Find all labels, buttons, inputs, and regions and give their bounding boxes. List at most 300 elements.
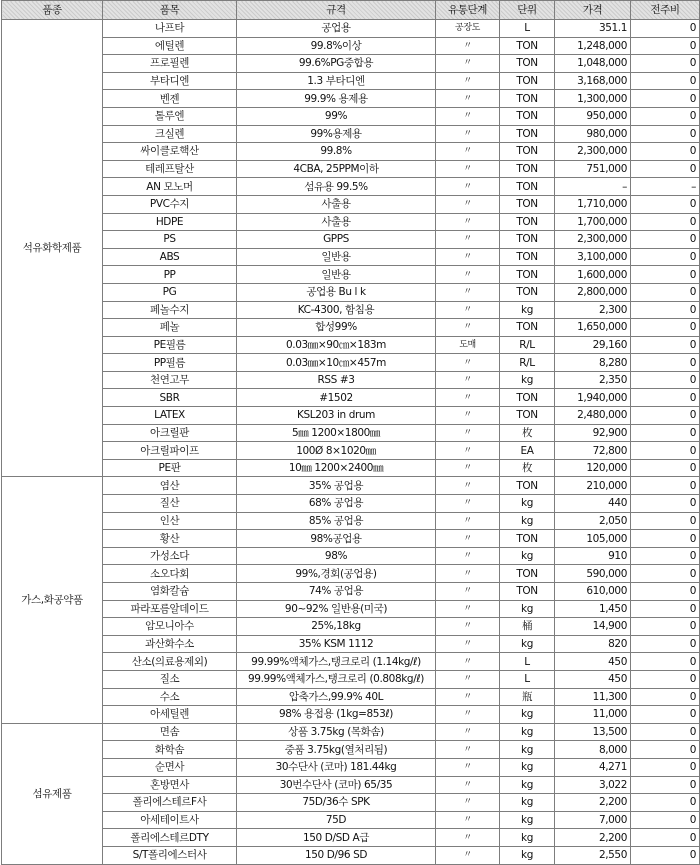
stage-cell: 〃	[436, 72, 500, 90]
item-cell: 부타디엔	[103, 72, 237, 90]
weekly-change-cell: 0	[631, 670, 700, 688]
table-row	[2, 107, 700, 125]
stage-cell: 〃	[436, 512, 500, 530]
item-cell: 에틸렌	[103, 37, 237, 55]
spec-cell: 중품 3.75kg(열처리됨)	[237, 741, 436, 759]
spec-cell: 98%	[237, 547, 436, 565]
stage-cell: 〃	[436, 248, 500, 266]
unit-cell: TON	[500, 107, 555, 125]
spec-cell: 1.3 부타디엔	[237, 72, 436, 90]
spec-cell: 0.03㎜×10㎝×457m	[237, 354, 436, 372]
unit-cell: TON	[500, 565, 555, 583]
table-row	[2, 266, 700, 284]
header-stage: 유통단계	[436, 1, 500, 20]
unit-cell: kg	[500, 706, 555, 724]
stage-cell: 〃	[436, 407, 500, 425]
price-cell: 751,000	[555, 160, 631, 178]
stage-cell: 공장도	[436, 20, 500, 38]
category-cell: 석유화학제품	[2, 20, 103, 477]
price-cell: –	[555, 178, 631, 196]
price-cell: 1,650,000	[555, 319, 631, 337]
item-cell: HDPE	[103, 213, 237, 231]
price-cell: 120,000	[555, 459, 631, 477]
price-cell: 2,350	[555, 371, 631, 389]
stage-cell: 〃	[436, 213, 500, 231]
unit-cell: TON	[500, 55, 555, 73]
price-cell: 980,000	[555, 125, 631, 143]
table-row	[2, 283, 700, 301]
spec-cell: 일반용	[237, 266, 436, 284]
table-row	[2, 178, 700, 196]
unit-cell: L	[500, 670, 555, 688]
unit-cell: TON	[500, 37, 555, 55]
spec-cell: 99.8%	[237, 143, 436, 161]
header-weekly-change: 전주비	[631, 1, 700, 20]
unit-cell: EA	[500, 442, 555, 460]
table-row	[2, 495, 700, 513]
stage-cell: 〃	[436, 565, 500, 583]
spec-cell: 99%용제용	[237, 125, 436, 143]
weekly-change-cell: 0	[631, 706, 700, 724]
table-row	[2, 371, 700, 389]
stage-cell: 〃	[436, 741, 500, 759]
item-cell: 페놀수지	[103, 301, 237, 319]
weekly-change-cell: 0	[631, 371, 700, 389]
unit-cell: TON	[500, 213, 555, 231]
price-cell: 2,480,000	[555, 407, 631, 425]
spec-cell: 일반용	[237, 248, 436, 266]
price-cell: 14,900	[555, 618, 631, 636]
stage-cell: 〃	[436, 794, 500, 812]
weekly-change-cell: 0	[631, 600, 700, 618]
price-cell: 1,048,000	[555, 55, 631, 73]
unit-cell: kg	[500, 758, 555, 776]
weekly-change-cell: 0	[631, 565, 700, 583]
stage-cell: 〃	[436, 90, 500, 108]
table-row	[2, 459, 700, 477]
table-row	[2, 319, 700, 337]
table-row	[2, 811, 700, 829]
price-cell: 3,168,000	[555, 72, 631, 90]
table-row	[2, 72, 700, 90]
unit-cell: L	[500, 653, 555, 671]
table-row	[2, 231, 700, 249]
table-row	[2, 600, 700, 618]
price-table	[1, 0, 700, 865]
weekly-change-cell: 0	[631, 20, 700, 38]
table-row	[2, 618, 700, 636]
item-cell: 아세테이트사	[103, 811, 237, 829]
price-cell: 1,450	[555, 600, 631, 618]
price-cell: 1,300,000	[555, 90, 631, 108]
stage-cell: 〃	[436, 530, 500, 548]
unit-cell: R/L	[500, 354, 555, 372]
price-cell: 210,000	[555, 477, 631, 495]
spec-cell: 99.9% 용제용	[237, 90, 436, 108]
price-cell: 1,700,000	[555, 213, 631, 231]
item-cell: 싸이클로핵산	[103, 143, 237, 161]
spec-cell: 150 D/SD A급	[237, 829, 436, 847]
unit-cell: TON	[500, 143, 555, 161]
spec-cell: 사출용	[237, 213, 436, 231]
table-row	[2, 547, 700, 565]
price-cell: 450	[555, 653, 631, 671]
unit-cell: TON	[500, 125, 555, 143]
item-cell: PE판	[103, 459, 237, 477]
price-cell: 1,710,000	[555, 195, 631, 213]
table-row	[2, 90, 700, 108]
spec-cell: 99.99%액체가스,탱크로리 (1.14kg/ℓ)	[237, 653, 436, 671]
weekly-change-cell: 0	[631, 530, 700, 548]
item-cell: 질소	[103, 670, 237, 688]
table-row	[2, 37, 700, 55]
stage-cell: 〃	[436, 301, 500, 319]
spec-cell: GPPS	[237, 231, 436, 249]
price-cell: 2,300	[555, 301, 631, 319]
weekly-change-cell: 0	[631, 389, 700, 407]
unit-cell: kg	[500, 301, 555, 319]
spec-cell: 35% KSM 1112	[237, 635, 436, 653]
item-cell: PVC수지	[103, 195, 237, 213]
unit-cell: kg	[500, 829, 555, 847]
stage-cell: 〃	[436, 371, 500, 389]
header-price: 가격	[555, 1, 631, 20]
stage-cell: 〃	[436, 266, 500, 284]
table-row	[2, 55, 700, 73]
item-cell: 테레프탈산	[103, 160, 237, 178]
spec-cell: 75D/36수 SPK	[237, 794, 436, 812]
unit-cell: TON	[500, 90, 555, 108]
unit-cell: kg	[500, 635, 555, 653]
table-row	[2, 565, 700, 583]
item-cell: 파라포름알데이드	[103, 600, 237, 618]
weekly-change-cell: 0	[631, 407, 700, 425]
stage-cell: 〃	[436, 670, 500, 688]
unit-cell: kg	[500, 547, 555, 565]
unit-cell: kg	[500, 600, 555, 618]
table-row	[2, 248, 700, 266]
unit-cell: TON	[500, 178, 555, 196]
price-cell: 610,000	[555, 583, 631, 601]
spec-cell: 75D	[237, 811, 436, 829]
stage-cell: 〃	[436, 178, 500, 196]
price-cell: 2,800,000	[555, 283, 631, 301]
weekly-change-cell: 0	[631, 301, 700, 319]
unit-cell: TON	[500, 266, 555, 284]
stage-cell: 〃	[436, 107, 500, 125]
unit-cell: 枚	[500, 459, 555, 477]
table-row	[2, 583, 700, 601]
price-cell: 1,600,000	[555, 266, 631, 284]
spec-cell: 98% 용접용 (1kg=853ℓ)	[237, 706, 436, 724]
unit-cell: kg	[500, 811, 555, 829]
weekly-change-cell: 0	[631, 336, 700, 354]
stage-cell: 〃	[436, 442, 500, 460]
unit-cell: TON	[500, 195, 555, 213]
unit-cell: kg	[500, 794, 555, 812]
item-cell: PP필름	[103, 354, 237, 372]
weekly-change-cell: 0	[631, 213, 700, 231]
spec-cell: 99%	[237, 107, 436, 125]
spec-cell: 5㎜ 1200×1800㎜	[237, 424, 436, 442]
price-cell: 72,800	[555, 442, 631, 460]
unit-cell: L	[500, 20, 555, 38]
spec-cell: 68% 공업용	[237, 495, 436, 513]
stage-cell: 〃	[436, 583, 500, 601]
table-body	[2, 20, 700, 865]
weekly-change-cell: 0	[631, 160, 700, 178]
item-cell: SBR	[103, 389, 237, 407]
weekly-change-cell: 0	[631, 125, 700, 143]
weekly-change-cell: 0	[631, 107, 700, 125]
spec-cell: 25%,18kg	[237, 618, 436, 636]
item-cell: PE필름	[103, 336, 237, 354]
header-row	[2, 1, 700, 20]
stage-cell: 〃	[436, 829, 500, 847]
unit-cell: TON	[500, 407, 555, 425]
item-cell: 크실렌	[103, 125, 237, 143]
unit-cell: 瓶	[500, 688, 555, 706]
weekly-change-cell: 0	[631, 55, 700, 73]
weekly-change-cell: 0	[631, 741, 700, 759]
price-cell: 2,050	[555, 512, 631, 530]
table-row	[2, 354, 700, 372]
price-cell: 950,000	[555, 107, 631, 125]
stage-cell: 〃	[436, 389, 500, 407]
weekly-change-cell: 0	[631, 653, 700, 671]
spec-cell: 합성99%	[237, 319, 436, 337]
weekly-change-cell: 0	[631, 723, 700, 741]
item-cell: ABS	[103, 248, 237, 266]
weekly-change-cell: 0	[631, 547, 700, 565]
spec-cell: #1502	[237, 389, 436, 407]
price-cell: 440	[555, 495, 631, 513]
price-cell: 820	[555, 635, 631, 653]
spec-cell: 85% 공업용	[237, 512, 436, 530]
stage-cell: 도매	[436, 336, 500, 354]
stage-cell: 〃	[436, 231, 500, 249]
table-row	[2, 389, 700, 407]
weekly-change-cell: 0	[631, 195, 700, 213]
weekly-change-cell: 0	[631, 635, 700, 653]
spec-cell: 4CBA, 25PPM이하	[237, 160, 436, 178]
weekly-change-cell: 0	[631, 688, 700, 706]
item-cell: 황산	[103, 530, 237, 548]
stage-cell: 〃	[436, 547, 500, 565]
spec-cell: KC-4300, 함침용	[237, 301, 436, 319]
stage-cell: 〃	[436, 424, 500, 442]
unit-cell: TON	[500, 231, 555, 249]
weekly-change-cell: 0	[631, 90, 700, 108]
price-cell: 2,550	[555, 846, 631, 864]
unit-cell: TON	[500, 160, 555, 178]
price-cell: 7,000	[555, 811, 631, 829]
spec-cell: 사출용	[237, 195, 436, 213]
unit-cell: kg	[500, 776, 555, 794]
weekly-change-cell: 0	[631, 72, 700, 90]
stage-cell: 〃	[436, 195, 500, 213]
item-cell: 아세틸렌	[103, 706, 237, 724]
stage-cell: 〃	[436, 37, 500, 55]
unit-cell: TON	[500, 583, 555, 601]
table-row	[2, 776, 700, 794]
price-cell: 13,500	[555, 723, 631, 741]
table-row	[2, 635, 700, 653]
item-cell: 화학솜	[103, 741, 237, 759]
weekly-change-cell: 0	[631, 266, 700, 284]
spec-cell: 150 D/96 SD	[237, 846, 436, 864]
spec-cell: 99%,경회(공업용)	[237, 565, 436, 583]
price-cell: 11,300	[555, 688, 631, 706]
spec-cell: 99.99%액체가스,탱크로리 (0.808kg/ℓ)	[237, 670, 436, 688]
stage-cell: 〃	[436, 846, 500, 864]
weekly-change-cell: 0	[631, 231, 700, 249]
stage-cell: 〃	[436, 618, 500, 636]
item-cell: 프로필렌	[103, 55, 237, 73]
weekly-change-cell: 0	[631, 512, 700, 530]
stage-cell: 〃	[436, 55, 500, 73]
weekly-change-cell: 0	[631, 829, 700, 847]
spec-cell: 공업용	[237, 20, 436, 38]
price-cell: 11,000	[555, 706, 631, 724]
table-row	[2, 653, 700, 671]
table-row	[2, 723, 700, 741]
stage-cell: 〃	[436, 125, 500, 143]
item-cell: 가성소다	[103, 547, 237, 565]
weekly-change-cell: –	[631, 178, 700, 196]
price-cell: 3,100,000	[555, 248, 631, 266]
table-row	[2, 143, 700, 161]
stage-cell: 〃	[436, 758, 500, 776]
weekly-change-cell: 0	[631, 794, 700, 812]
price-cell: 92,900	[555, 424, 631, 442]
item-cell: 아크릴파이프	[103, 442, 237, 460]
price-cell: 3,022	[555, 776, 631, 794]
weekly-change-cell: 0	[631, 283, 700, 301]
unit-cell: kg	[500, 846, 555, 864]
header-spec: 규격	[237, 1, 436, 20]
weekly-change-cell: 0	[631, 424, 700, 442]
item-cell: 톨루엔	[103, 107, 237, 125]
stage-cell: 〃	[436, 495, 500, 513]
category-cell: 가스,화공약품	[2, 477, 103, 723]
price-cell: 29,160	[555, 336, 631, 354]
unit-cell: TON	[500, 389, 555, 407]
spec-cell: 98%공업용	[237, 530, 436, 548]
weekly-change-cell: 0	[631, 477, 700, 495]
table-row	[2, 20, 700, 38]
unit-cell: TON	[500, 72, 555, 90]
price-cell: 105,000	[555, 530, 631, 548]
item-cell: 나프타	[103, 20, 237, 38]
spec-cell: 74% 공업용	[237, 583, 436, 601]
spec-cell: 90~92% 일반용(미국)	[237, 600, 436, 618]
table-row	[2, 407, 700, 425]
table-row	[2, 758, 700, 776]
item-cell: LATEX	[103, 407, 237, 425]
spec-cell: 0.03㎜×90㎝×183m	[237, 336, 436, 354]
table-row	[2, 670, 700, 688]
spec-cell: 35% 공업용	[237, 477, 436, 495]
item-cell: PP	[103, 266, 237, 284]
price-cell: 450	[555, 670, 631, 688]
item-cell: 혼방면사	[103, 776, 237, 794]
stage-cell: 〃	[436, 653, 500, 671]
stage-cell: 〃	[436, 635, 500, 653]
item-cell: 수소	[103, 688, 237, 706]
price-cell: 2,300,000	[555, 231, 631, 249]
item-cell: S/T폴리에스터사	[103, 846, 237, 864]
table-row	[2, 336, 700, 354]
weekly-change-cell: 0	[631, 583, 700, 601]
stage-cell: 〃	[436, 706, 500, 724]
header-category: 품종	[2, 1, 103, 20]
item-cell: 산소(의료용제외)	[103, 653, 237, 671]
item-cell: PS	[103, 231, 237, 249]
table-row	[2, 160, 700, 178]
weekly-change-cell: 0	[631, 143, 700, 161]
price-cell: 910	[555, 547, 631, 565]
category-cell: 섬유제품	[2, 723, 103, 864]
unit-cell: TON	[500, 477, 555, 495]
item-cell: 천연고무	[103, 371, 237, 389]
item-cell: 아크릴판	[103, 424, 237, 442]
table-row	[2, 213, 700, 231]
spec-cell: 30번수단사 (코마) 65/35	[237, 776, 436, 794]
table-header	[2, 1, 700, 20]
price-cell: 590,000	[555, 565, 631, 583]
weekly-change-cell: 0	[631, 846, 700, 864]
unit-cell: TON	[500, 248, 555, 266]
header-unit: 단위	[500, 1, 555, 20]
table-row	[2, 442, 700, 460]
spec-cell: 섬유용 99.5%	[237, 178, 436, 196]
weekly-change-cell: 0	[631, 495, 700, 513]
table-row	[2, 477, 700, 495]
table-row	[2, 741, 700, 759]
price-cell: 8,280	[555, 354, 631, 372]
item-cell: AN 모노머	[103, 178, 237, 196]
weekly-change-cell: 0	[631, 459, 700, 477]
weekly-change-cell: 0	[631, 248, 700, 266]
spec-cell: RSS #3	[237, 371, 436, 389]
item-cell: 소오다회	[103, 565, 237, 583]
item-cell: 벤젠	[103, 90, 237, 108]
unit-cell: 枚	[500, 424, 555, 442]
stage-cell: 〃	[436, 283, 500, 301]
unit-cell: TON	[500, 319, 555, 337]
price-cell: 2,200	[555, 794, 631, 812]
unit-cell: kg	[500, 495, 555, 513]
item-cell: 인산	[103, 512, 237, 530]
table-row	[2, 688, 700, 706]
stage-cell: 〃	[436, 459, 500, 477]
unit-cell: TON	[500, 530, 555, 548]
spec-cell: KSL203 in drum	[237, 407, 436, 425]
price-cell: 2,200	[555, 829, 631, 847]
unit-cell: TON	[500, 283, 555, 301]
table-row	[2, 530, 700, 548]
spec-cell: 99.6%PG중합용	[237, 55, 436, 73]
item-cell: 면솜	[103, 723, 237, 741]
spec-cell: 공업용 Bu l k	[237, 283, 436, 301]
spec-cell: 30수단사 (코마) 181.44kg	[237, 758, 436, 776]
stage-cell: 〃	[436, 354, 500, 372]
table-row	[2, 125, 700, 143]
item-cell: 염화칼슘	[103, 583, 237, 601]
price-cell: 2,300,000	[555, 143, 631, 161]
stage-cell: 〃	[436, 319, 500, 337]
